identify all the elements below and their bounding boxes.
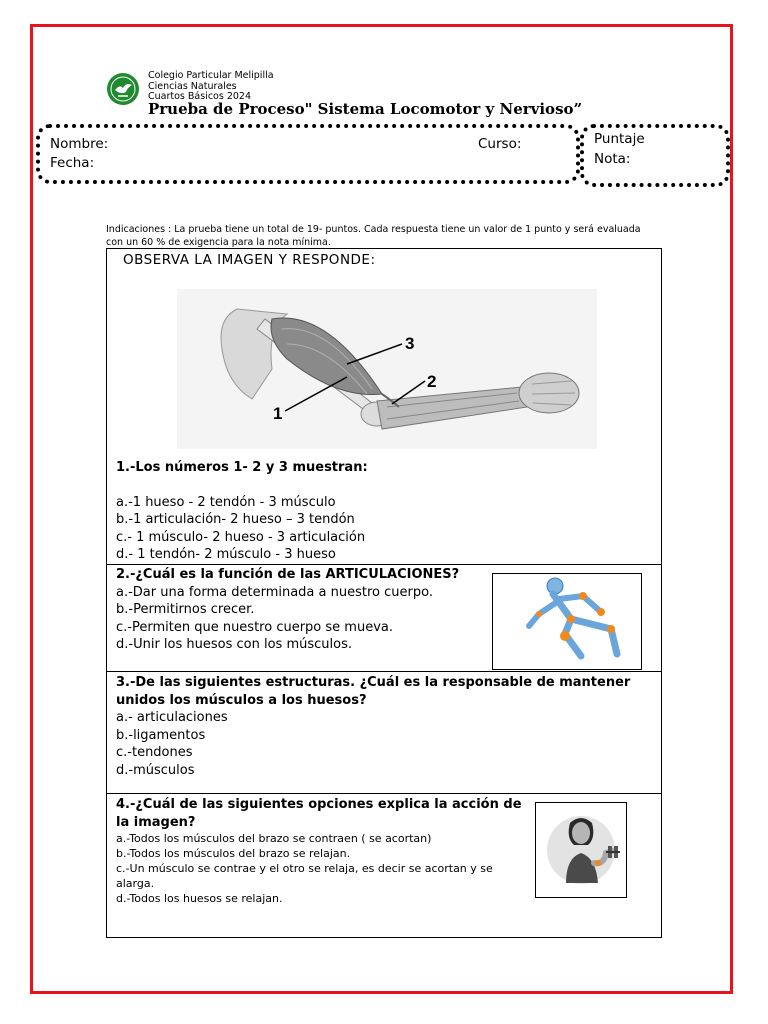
question-3 xyxy=(116,674,646,779)
question-3-option-a[interactable]: a.- articulaciones xyxy=(116,710,228,725)
question-4-title: 4.-¿Cuál de las siguientes opciones explica la acción de la imagen? xyxy=(116,797,522,830)
school-logo xyxy=(106,72,140,106)
school-info xyxy=(148,71,274,103)
question-4 xyxy=(116,796,531,906)
question-3-title: 3.-De las siguientes estructuras. ¿Cuál es la responsable de mantener unidos los músculos a los huesos? xyxy=(116,675,631,708)
label-3: 3 xyxy=(405,334,415,353)
question-4-cell xyxy=(107,794,661,937)
question-4-option-c[interactable]: c.-Un músculo se contrae y el otro se relaja, es decir se acortan y se alarga. xyxy=(116,862,493,890)
runner-skeleton-illustration xyxy=(493,574,641,669)
question-3-option-c[interactable]: c.-tendones xyxy=(116,745,193,760)
question-4-option-d[interactable]: d.-Todos los huesos se relajan. xyxy=(116,892,283,905)
name-label[interactable]: Nombre: xyxy=(50,136,109,152)
observe-banner: OBSERVA LA IMAGEN Y RESPONDE: xyxy=(123,252,376,268)
woman-flexing-illustration xyxy=(536,803,626,897)
question-2-cell xyxy=(107,565,661,672)
question-2-option-b[interactable]: b.-Permitirnos crecer. xyxy=(116,602,255,617)
score-label[interactable]: Puntaje xyxy=(594,131,645,147)
question-2 xyxy=(116,566,496,654)
course-year: Cuartos Básicos 2024 xyxy=(148,91,251,102)
question-4-option-a[interactable]: a.-Todos los músculos del brazo se contraen ( se acortan) xyxy=(116,832,432,845)
school-name: Colegio Particular Melipilla xyxy=(148,70,274,81)
question-2-option-c[interactable]: c.-Permiten que nuestro cuerpo se mueva. xyxy=(116,619,393,635)
exam-title: Prueba de Proceso" Sistema Locomotor y Nervioso” xyxy=(148,100,583,118)
question-2-title: 2.-¿Cuál es la función de las ARTICULACIONES? xyxy=(116,567,460,582)
subject-name: Ciencias Naturales xyxy=(148,80,237,92)
question-1-title: 1.-Los números 1- 2 y 3 muestran: xyxy=(116,460,368,475)
question-1-option-b[interactable]: b.-1 articulación- 2 hueso – 3 tendón xyxy=(116,512,355,527)
question-1 xyxy=(116,459,368,564)
question-3-option-b[interactable]: b.-ligamentos xyxy=(116,727,206,743)
question-4-option-b[interactable]: b.-Todos los músculos del brazo se relajan. xyxy=(116,847,351,860)
student-info-box xyxy=(36,124,580,184)
indications-text: Indicaciones : La prueba tiene un total de 19- puntos. Cada respuesta tiene un valor de 1 punto y será evaluada con un 60 % de exigencia para la nota mínima. xyxy=(106,224,641,248)
question-1-option-a[interactable]: a.-1 hueso - 2 tendón - 3 músculo xyxy=(116,494,336,510)
question-1-cell xyxy=(107,249,661,565)
woman-lifting-weight-image xyxy=(535,802,627,898)
date-label[interactable]: Fecha: xyxy=(50,155,95,171)
question-2-option-a[interactable]: a.-Dar una forma determinada a nuestro cuerpo. xyxy=(116,584,433,600)
label-2: 2 xyxy=(427,372,437,391)
question-1-option-d[interactable]: d.- 1 tendón- 2 músculo - 3 hueso xyxy=(116,547,336,562)
label-1: 1 xyxy=(273,404,283,423)
question-1-option-c[interactable]: c.- 1 músculo- 2 hueso - 3 articulación xyxy=(116,529,366,545)
arm-anatomy-figure xyxy=(177,289,597,449)
runner-joints-image xyxy=(492,573,642,670)
question-table xyxy=(106,248,662,938)
question-2-option-d[interactable]: d.-Unir los huesos con los músculos. xyxy=(116,637,352,652)
course-label[interactable]: Curso: xyxy=(478,136,522,152)
question-3-cell xyxy=(107,672,661,794)
question-3-option-d[interactable]: d.-músculos xyxy=(116,762,195,778)
grade-label[interactable]: Nota: xyxy=(594,151,631,167)
